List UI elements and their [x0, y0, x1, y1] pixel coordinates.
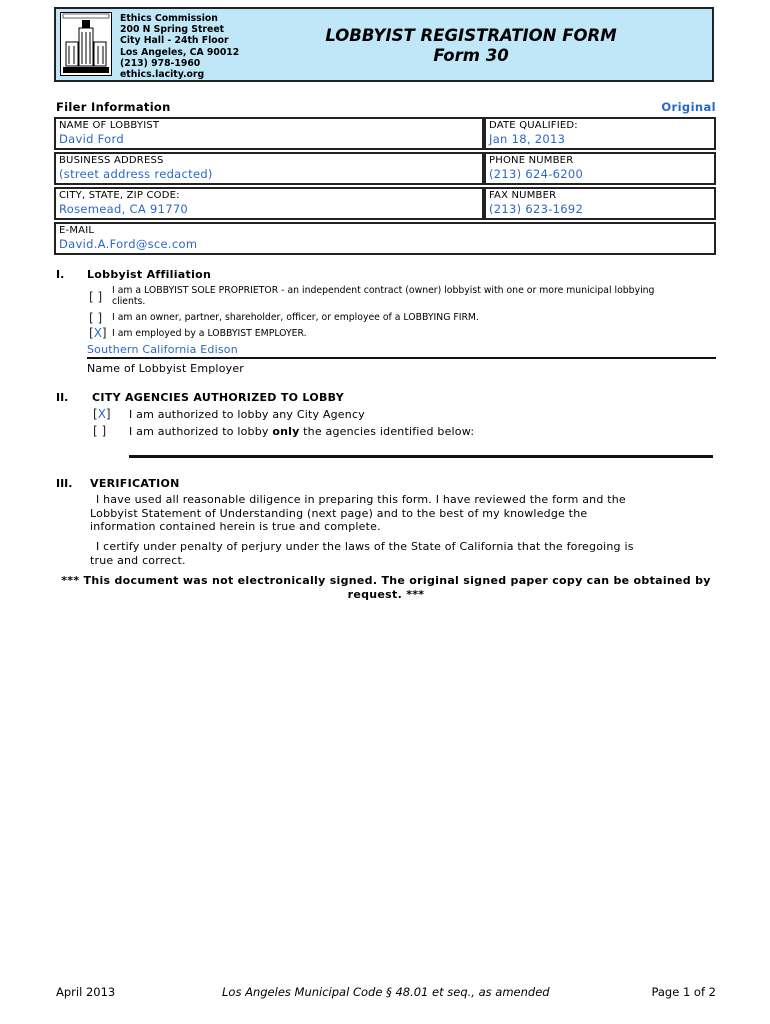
section-i-title: Lobbyist Affiliation: [87, 268, 212, 281]
footer-code-reference: Los Angeles Municipal Code § 48.01 et seq., as amended: [222, 985, 550, 999]
section-i-number: I.: [56, 268, 65, 281]
filer-info-heading: Filer Information: [56, 100, 171, 114]
agency-website: ethics.lacity.org: [120, 69, 205, 81]
email-label: E-MAIL: [59, 225, 95, 236]
any-agency-checkbox[interactable]: [93, 407, 111, 421]
business-address-value: (street address redacted): [59, 167, 213, 181]
checkbox-bracket-close: ]: [101, 326, 107, 340]
lobbyist-name-label: NAME OF LOBBYIST: [59, 120, 160, 131]
verification-paragraph-1: [90, 493, 710, 534]
lobbyist-name-value: David Ford: [59, 132, 124, 146]
agency-contact-block: [120, 13, 239, 80]
date-qualified-label: DATE QUALIFIED:: [489, 120, 578, 131]
footer-date: April 2013: [56, 985, 116, 999]
agency-city: Los Angeles, CA 90012: [120, 46, 240, 58]
lobbyist-employer-checkbox[interactable]: [89, 326, 107, 340]
lobbying-firm-checkbox[interactable]: [ ]: [89, 311, 103, 325]
agency-floor: City Hall - 24th Floor: [120, 35, 229, 47]
checkbox-x-mark: X: [97, 407, 106, 421]
date-qualified-value: Jan 18, 2013: [489, 132, 566, 146]
lobbying-firm-option-text: I am an owner, partner, shareholder, officer, or employee of a LOBBYING FIRM.: [112, 312, 479, 323]
form-header: [54, 7, 714, 82]
sole-proprietor-text-line2: clients.: [112, 296, 146, 307]
specific-agencies-checkbox[interactable]: [ ]: [93, 424, 107, 438]
section-ii-number: II.: [56, 391, 69, 404]
sole-proprietor-checkbox[interactable]: [ ]: [89, 290, 103, 304]
employer-name-underline: [87, 357, 716, 359]
phone-number-box: [484, 152, 716, 185]
agencies-list-line: [129, 455, 713, 458]
verification-p2-line1: I certify under penalty of perjury under the laws of the State of California that the foregoing is: [96, 540, 634, 553]
footer-page-number: Page 1 of 2: [651, 985, 716, 999]
specific-agencies-text-post: the agencies identified below:: [299, 425, 475, 438]
business-address-box: [54, 152, 484, 185]
business-address-label: BUSINESS ADDRESS: [59, 155, 164, 166]
verification-paragraph-2: [90, 540, 710, 567]
specific-agencies-text-pre: I am authorized to lobby: [129, 425, 273, 438]
section-ii-title: CITY AGENCIES AUTHORIZED TO LOBBY: [92, 391, 345, 404]
form-number: Form 30: [433, 46, 509, 65]
city-state-zip-label: CITY, STATE, ZIP CODE:: [59, 190, 180, 201]
city-hall-seal-icon: [60, 12, 112, 76]
form-title: LOBBYIST REGISTRATION FORM: [325, 26, 617, 45]
section-iii-number: III.: [56, 477, 73, 490]
fax-number-label: FAX NUMBER: [489, 190, 557, 201]
lobbyist-name-box: [54, 117, 484, 150]
checkbox-bracket-close: ]: [105, 407, 111, 421]
verification-p2-line2: true and correct.: [90, 553, 186, 567]
verification-p1-line1: I have used all reasonable diligence in preparing this form. I have reviewed the form and the: [96, 493, 626, 506]
checkbox-bracket-open: [: [89, 326, 94, 340]
phone-number-value: (213) 624-6200: [489, 167, 584, 181]
date-qualified-box: [484, 117, 716, 150]
specific-agencies-text-bold: only: [272, 425, 300, 438]
checkbox-x-mark: X: [93, 326, 102, 340]
verification-p1-line2: Lobbyist Statement of Understanding (next page) and to the best of my knowledge the: [90, 506, 588, 520]
checkbox-bracket-open: [: [93, 407, 98, 421]
signature-notice: [56, 574, 716, 601]
verification-p1-line3: information contained herein is true and complete.: [90, 520, 381, 533]
email-value: David.A.Ford@sce.com: [59, 237, 198, 251]
signature-notice-line1: *** This document was not electronically signed. The original signed paper copy can be obtained by: [61, 574, 711, 587]
section-iii-title: VERIFICATION: [90, 477, 180, 490]
signature-notice-line2: request. ***: [347, 587, 425, 601]
lobbyist-employer-option-text: I am employed by a LOBBYIST EMPLOYER.: [112, 328, 307, 339]
phone-number-label: PHONE NUMBER: [489, 155, 574, 166]
form-title-block: [306, 26, 636, 66]
city-state-zip-value: Rosemead, CA 91770: [59, 202, 189, 216]
agency-name: Ethics Commission: [120, 13, 218, 24]
employer-name-label: Name of Lobbyist Employer: [87, 362, 245, 375]
fax-number-value: (213) 623-1692: [489, 202, 584, 216]
agency-phone: (213) 978-1960: [120, 57, 201, 69]
agency-street: 200 N Spring Street: [120, 24, 225, 36]
sole-proprietor-option: [112, 285, 712, 307]
filing-status: Original: [661, 100, 716, 114]
city-state-zip-box: [54, 187, 484, 220]
email-box: [54, 222, 716, 255]
employer-name-value: Southern California Edison: [87, 343, 238, 356]
any-agency-option-text: I am authorized to lobby any City Agency: [129, 408, 365, 421]
specific-agencies-option-text: [129, 425, 474, 439]
fax-number-box: [484, 187, 716, 220]
sole-proprietor-text-line1: I am a LOBBYIST SOLE PROPRIETOR - an independent contract (owner) lobbyist with one or more municipal lobbying: [112, 285, 655, 296]
